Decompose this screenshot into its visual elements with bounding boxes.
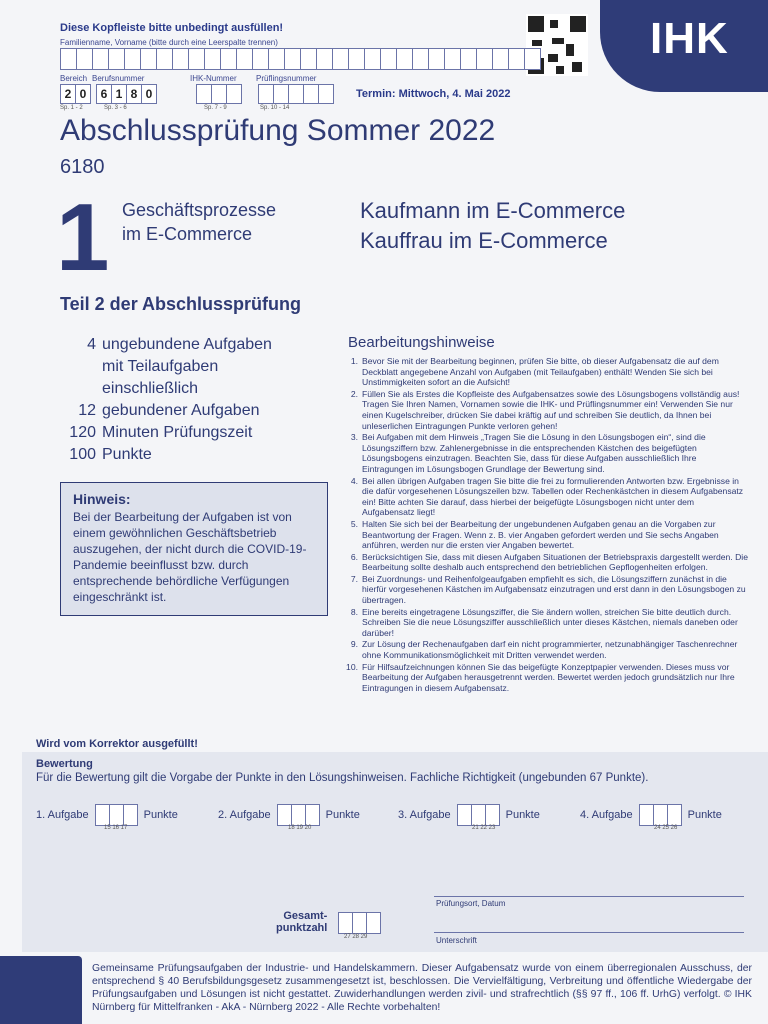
exam-code: 6180 [60, 156, 105, 178]
fact-row [56, 378, 316, 400]
column-numbers: 27 28 29 [344, 934, 368, 940]
fact-row [56, 444, 316, 466]
kopfleiste-subtitle: Familienname, Vorname (bitte durch eine Leerspalte trennen) [60, 38, 278, 47]
termin-date: Termin: Mittwoch, 4. Mai 2022 [356, 88, 511, 100]
aufgabe-score [580, 804, 722, 826]
fact-number: 12 [78, 402, 96, 419]
sp-label: Sp. 1 - 2 [60, 105, 83, 111]
aufgabe-score [36, 804, 178, 826]
fact-number [56, 356, 102, 378]
profession-title [360, 196, 625, 256]
list-item: 6. Berücksichtigen Sie, dass mit diesen Aufgaben Situationen der Betriebspraxis dargestellt werden. Die Bearbeitung sollte deshalb auch entsprechend den betrieblichen Gepflogenheiten erfolgen. [350, 551, 748, 573]
label-ihk-nummer: IHK-Nummer [190, 74, 237, 83]
list-item-text: Bevor Sie mit der Bearbeitung beginnen, prüfen Sie bitte, ob dieser Aufgabensatz die auf dem Deckblatt angegebene Anzahl von Aufgaben (mit Teilaufgaben) enthält! Wenden Sie sich bei Unstimmigkeiten sofort an die Aufsicht! [362, 356, 719, 388]
sp-label: Sp. 10 - 14 [260, 105, 290, 111]
bewertung-title: Bewertung [36, 758, 93, 770]
fact-row [56, 356, 316, 378]
list-item-text: Für Hilfsaufzeichnungen können Sie das beigefügte Konzeptpapier verwenden. Dieses muss vor Bearbeitung der Aufgaben herausgetrennt werden. Bewertet werden jedoch grundsätzlich nur Ihre Eintragungen in diesem Aufgabensatz. [362, 661, 735, 693]
list-item: 5. Halten Sie sich bei der Bearbeitung der ungebundenen Aufgaben genau an die Vorgaben zur Beantwortung der Fragen. Wenn z. B. vier Angaben gefordert werden und Sie sechs Angaben anführen, werden nur die ersten vier Angaben bewertet. [340, 519, 748, 551]
list-item: 4. Bei allen übrigen Aufgaben tragen Sie bitte die frei zu formulierenden Antworten bzw. Ergebnisse in die dafür vorgesehenen Lösungszeilen bzw. Tabellen oder Rechenkästchen in diesem Aufgabensatz ein! Bitte achten Sie darauf, dass hierbei der beigefügte Lösungsbogen nicht unter dem Aufgabensatz liegt! [340, 476, 748, 518]
list-item-text: Zur Lösung der Rechenaufgaben darf ein nicht programmierter, netzunabhängiger Taschenrechner ohne Kommunikationsmöglichkeit mit Dritten verwendet werden. [362, 639, 738, 661]
pruefling-field[interactable] [258, 84, 334, 104]
bereich-field[interactable] [60, 84, 91, 104]
gesamt-score [332, 912, 387, 934]
pruefungsort-label: Prüfungsort, Datum [436, 899, 506, 908]
punkte-label: Punkte [505, 809, 540, 821]
berufsnummer-digit: 6 [96, 84, 111, 104]
fact-number: 100 [69, 446, 96, 463]
aufgabe-label: 3. Aufgabe [398, 809, 451, 821]
fact-row [56, 422, 316, 444]
list-item-text: Halten Sie sich bei der Bearbeitung der ungebundenen Aufgaben genau an die Vorgaben zur Beantwortung der Fragen. Wenn z. B. vier Angaben gefordert werden und Sie sechs Angaben anführen, werden nur die ersten vier Angaben bewertet. [362, 518, 719, 551]
score-input[interactable] [639, 804, 682, 826]
gesamt-line: Gesamt- [283, 910, 328, 922]
subject-line: Geschäftsprozesse [122, 200, 277, 220]
subject-title [122, 198, 276, 246]
bewertung-text: Für die Bewertung gilt die Vorgabe der Punkte in den Lösungshinweisen. Fachliche Richtigkeit (ungebunden 67 Punkte). [36, 772, 649, 784]
name-input-boxes[interactable] [60, 48, 541, 68]
list-item-text: Berücksichtigen Sie, dass mit diesen Aufgaben Situationen der Betriebspraxis dargestellt werden. Die Bearbeitung sollte deshalb auch entsprechend den betrieblichen Gepflogenheiten erfolgen. [362, 551, 748, 573]
fact-text: Punkte [102, 446, 152, 463]
pruefungsort-line [434, 896, 744, 897]
footer-copyright: Gemeinsame Prüfungsaufgaben der Industrie- und Handelskammern. Dieser Aufgabensatz wurde von einem überregionalen Ausschuss, der entsprechend § 40 Berufsbildungsgesetz zusammengesetzt ist, beschlossen. Die Vervielfältigung, Verbreitung und öffentliche Wiedergabe der Prüfungsaufgaben und Lösungen ist nicht gestattet. Zuwiderhandlungen werden zivil- und strafrechtlich (§§ 97 ff., 106 ff. UrhG) verfolgt. © IHK Nürnberg für Mittelfranken - AkA - Nürnberg 2022 - Alle Rechte vorbehalten! [92, 963, 752, 1013]
punkte-label: Punkte [687, 809, 722, 821]
label-bereich: Bereich [60, 74, 88, 83]
list-item: 7. Bei Zuordnungs- und Reihenfolgeaufgaben empfiehlt es sich, die Lösungsziffern zunächst in die hierfür vorgesehenen Kästchen im Aufgabensatz einzutragen und erst dann in den Lösungsbogen zu übertragen. [340, 574, 748, 606]
unterschrift-line [434, 932, 744, 933]
exam-facts [56, 334, 316, 466]
profession-line: Kauffrau im E-Commerce [360, 228, 608, 253]
aufgabe-score [218, 804, 360, 826]
list-item: 1. Bevor Sie mit der Bearbeitung beginnen, prüfen Sie bitte, ob dieser Aufgabensatz die auf dem Deckblatt angegebene Anzahl von Aufgaben (mit Teilaufgaben) enthält! Wenden Sie sich bei Unstimmigkeiten sofort an die Aufsicht! [340, 356, 748, 388]
hinweis-title: Hinweis: [73, 491, 131, 507]
label-berufsnummer: Berufsnummer [92, 74, 145, 83]
berufsnummer-digit: 0 [141, 84, 157, 104]
fact-text: ungebundene Aufgaben [102, 336, 272, 353]
punkte-label: Punkte [143, 809, 178, 821]
fact-text: einschließlich [102, 380, 199, 397]
sp-label: Sp. 3 - 6 [104, 105, 127, 111]
fact-number: 4 [87, 336, 96, 353]
list-item-text: Bei allen übrigen Aufgaben tragen Sie bitte die frei zu formulierenden Antworten bzw. Ergebnisse in die dafür vorgesehenen Lösungszeilen bzw. Tabellen oder Rechenkästchen in diesem Aufgabensatz ein! Bitte achten Sie darauf, dass hierbei der beigefügte Lösungsbogen nicht unter dem Aufgabensatz liegt! [362, 475, 744, 518]
unterschrift-label: Unterschrift [436, 936, 477, 945]
teil-heading: Teil 2 der Abschlussprüfung [60, 294, 302, 314]
list-item: 9. Zur Lösung der Rechenaufgaben darf ein nicht programmierter, netzunabhängiger Taschenrechner ohne Kommunikationsmöglichkeit mit Dritten verwendet werden. [340, 639, 748, 660]
berufsnummer-digit: 8 [126, 84, 141, 104]
list-item-text: Eine bereits eingetragene Lösungsziffer, die Sie ändern wollen, streichen Sie bitte deutlich durch. Schreiben Sie die neue Lösungsziffer ausschließlich unter dieses Kästchen, niemals daneben oder darüber! [362, 606, 738, 638]
label-pruefling: Prüflingsnummer [256, 74, 317, 83]
list-item: 8. Eine bereits eingetragene Lösungsziffer, die Sie ändern wollen, streichen Sie bitte deutlich durch. Schreiben Sie die neue Lösungsziffer ausschließlich unter dieses Kästchen, niemals daneben oder darüber! [340, 607, 748, 639]
list-item-text: Füllen Sie als Erstes die Kopfleiste des Aufgabensatzes sowie des Lösungsbogens vollständig aus! Tragen Sie Ihren Namen, Vornamen sowie die IHK- und Prüflingsnummer ein! Verwenden Sie nur einen Kugelschreiber, drücken Sie dabei kräftig auf und schreiben Sie deutlich, da Ihnen bei unleserlichen Eintragungen Punkte verloren gehen! [362, 388, 740, 431]
list-item: 2. Füllen Sie als Erstes die Kopfleiste des Aufgabensatzes sowie des Lösungsbogens vollständig aus! Tragen Sie Ihren Namen, Vornamen sowie die IHK- und Prüflingsnummer ein! Verwenden Sie nur einen Kugelschreiber, drücken Sie dabei kräftig auf und schreiben Sie deutlich, da Ihnen bei unleserlichen Eintragungen Punkte verloren gehen! [340, 389, 748, 431]
bearbeitung-title: Bearbeitungshinweise [348, 334, 495, 351]
fact-number [56, 378, 102, 400]
list-item-text: Bei Aufgaben mit dem Hinweis „Tragen Sie die Lösung in den Lösungsbogen ein“, sind die Lösungsziffern bzw. Zahlenergebnisse in die entsprechenden Kästchen des beigefügten Lösungsbogens einzutragen. Beachten Sie, dass für diese Aufgaben ausschließlich Ihre Eintragungen im Lösungsbogen Grundlage der Bewertung sind. [362, 432, 706, 474]
kopfleiste-title: Diese Kopfleiste bitte unbedingt ausfüllen! [60, 22, 284, 34]
fact-text: gebundener Aufgaben [102, 402, 260, 419]
fact-text: mit Teilaufgaben [102, 358, 219, 375]
score-input[interactable] [95, 804, 138, 826]
aufgabe-score [398, 804, 540, 826]
fact-number: 120 [69, 424, 96, 441]
sp-label: Sp. 7 - 9 [204, 105, 227, 111]
score-input[interactable] [277, 804, 320, 826]
korrektor-note: Wird vom Korrektor ausgefüllt! [36, 738, 198, 750]
list-item: 3. Bei Aufgaben mit dem Hinweis „Tragen Sie die Lösung in den Lösungsbogen ein“, sind die Lösungsziffern bzw. Zahlenergebnisse in die entsprechenden Kästchen des beigefügten Lösungsbogens einzutragen. Beachten Sie, dass für diese Aufgaben ausschließlich Ihre Eintragungen im Lösungsbogen Grundlage der Bewertung sind. [340, 432, 748, 474]
aufgabe-label: 2. Aufgabe [218, 809, 271, 821]
hinweis-box [60, 482, 328, 616]
bearbeitung-list [340, 356, 748, 694]
fact-row [56, 334, 316, 356]
exam-number: 1 [56, 184, 110, 291]
list-item-text: Bei Zuordnungs- und Reihenfolgeaufgaben empfiehlt es sich, die Lösungsziffern zunächst in die hierfür vorgesehenen Kästchen im Aufgabensatz einzutragen und erst dann in den Lösungsbogen zu übertragen. [362, 573, 746, 606]
berufsnummer-field[interactable] [96, 84, 157, 104]
hinweis-text: Bei der Bearbeitung der Aufgaben ist von einem gewöhnlichen Geschäftsbetrieb auszugehen, der nicht durch die COVID-19-Pandemie beeinflusst bzw. durch entsprechende behördliche Verfügungen eingeschränkt ist. [73, 510, 307, 604]
column-numbers: 18 19 20 [288, 825, 312, 831]
subject-line: im E-Commerce [122, 224, 253, 244]
bereich-digit: 0 [75, 84, 91, 104]
gesamtpunktzahl-label [276, 910, 327, 934]
column-numbers: 21 22 23 [472, 825, 496, 831]
ihk-logo: IHK [650, 14, 729, 63]
fact-row [56, 400, 316, 422]
berufsnummer-digit: 1 [111, 84, 126, 104]
punkte-label: Punkte [325, 809, 360, 821]
aufgabe-label: 1. Aufgabe [36, 809, 89, 821]
bereich-digit: 2 [60, 84, 75, 104]
page-title: Abschlussprüfung Sommer 2022 [60, 114, 496, 147]
aufgabe-label: 4. Aufgabe [580, 809, 633, 821]
column-numbers: 24 25 26 [654, 825, 678, 831]
footer-accent [0, 956, 82, 1024]
ihk-nummer-field[interactable] [196, 84, 242, 104]
fact-text: Minuten Prüfungszeit [102, 424, 253, 441]
profession-line: Kaufmann im E-Commerce [360, 198, 626, 223]
list-item: 10. Für Hilfsaufzeichnungen können Sie das beigefügte Konzeptpapier verwenden. Dieses muss vor Bearbeitung der Aufgaben herausgetrennt werden. Bewertet werden jedoch grundsätzlich nur Ihre Eintragungen in diesem Aufgabensatz. [340, 662, 748, 694]
column-numbers: 15 16 17 [104, 825, 128, 831]
gesamt-line: punktzahl [276, 922, 328, 934]
score-input[interactable] [457, 804, 500, 826]
gesamt-score-input[interactable] [338, 912, 381, 934]
